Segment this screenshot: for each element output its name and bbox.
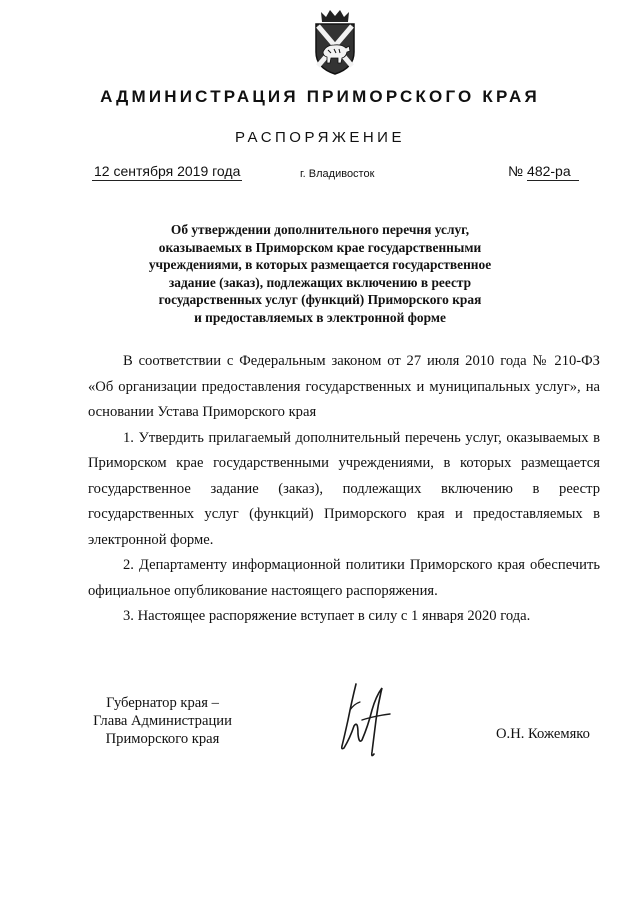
coat-of-arms-icon bbox=[304, 8, 366, 76]
position-line: Глава Администрации bbox=[93, 713, 232, 729]
position-line: Приморского края bbox=[105, 731, 220, 747]
document-title bbox=[120, 221, 520, 326]
document-number-block bbox=[508, 163, 579, 181]
title-line: Об утверждении дополнительного перечня услуг, bbox=[170, 222, 470, 237]
signatory-position bbox=[85, 694, 240, 748]
title-line: государственных услуг (функций) Приморского края bbox=[158, 292, 482, 307]
handwritten-signature bbox=[332, 680, 404, 762]
document-body bbox=[88, 349, 600, 630]
number-label: № bbox=[508, 163, 524, 179]
clause-1-paragraph: 1. Утвердить прилагаемый дополнительный перечень услуг, оказываемых в Приморском крае государственными учреждениями, в которых размещается государственное задание (заказ), подлежащих включению в реестр государственных услуг (функций) Приморского края и предоставляемых в электронной форме. bbox=[88, 429, 600, 548]
document-date: 12 сентября 2019 года bbox=[94, 163, 241, 179]
clause-2-paragraph: 2. Департаменту информационной политики Приморского края обеспечить официальное опубликование настоящего распоряжения. bbox=[88, 557, 600, 599]
position-line: Губернатор края – bbox=[106, 695, 219, 711]
preamble-paragraph: В соответствии с Федеральным законом от 27 июля 2010 года № 210-ФЗ «Об организации предоставления государственных и муниципальных услуг», на основании Устава Приморского края bbox=[88, 353, 600, 420]
signatory-name: О.Н. Кожемяко bbox=[496, 726, 590, 742]
organization-name: АДМИНИСТРАЦИЯ ПРИМОРСКОГО КРАЯ bbox=[100, 87, 540, 106]
document-number: 482-ра bbox=[527, 163, 579, 181]
title-line: и предоставляемых в электронной форме bbox=[194, 309, 446, 325]
title-line: задание (заказ), подлежащих включению в реестр bbox=[168, 274, 472, 290]
title-line: учреждениями, в которых размещается государственное bbox=[148, 257, 492, 272]
document-type: РАСПОРЯЖЕНИЕ bbox=[235, 129, 405, 146]
clause-3-paragraph: 3. Настоящее распоряжение вступает в силу с 1 января 2020 года. bbox=[123, 608, 531, 624]
title-line: оказываемых в Приморском крае государственными bbox=[158, 239, 482, 255]
document-city: г. Владивосток bbox=[300, 168, 375, 180]
